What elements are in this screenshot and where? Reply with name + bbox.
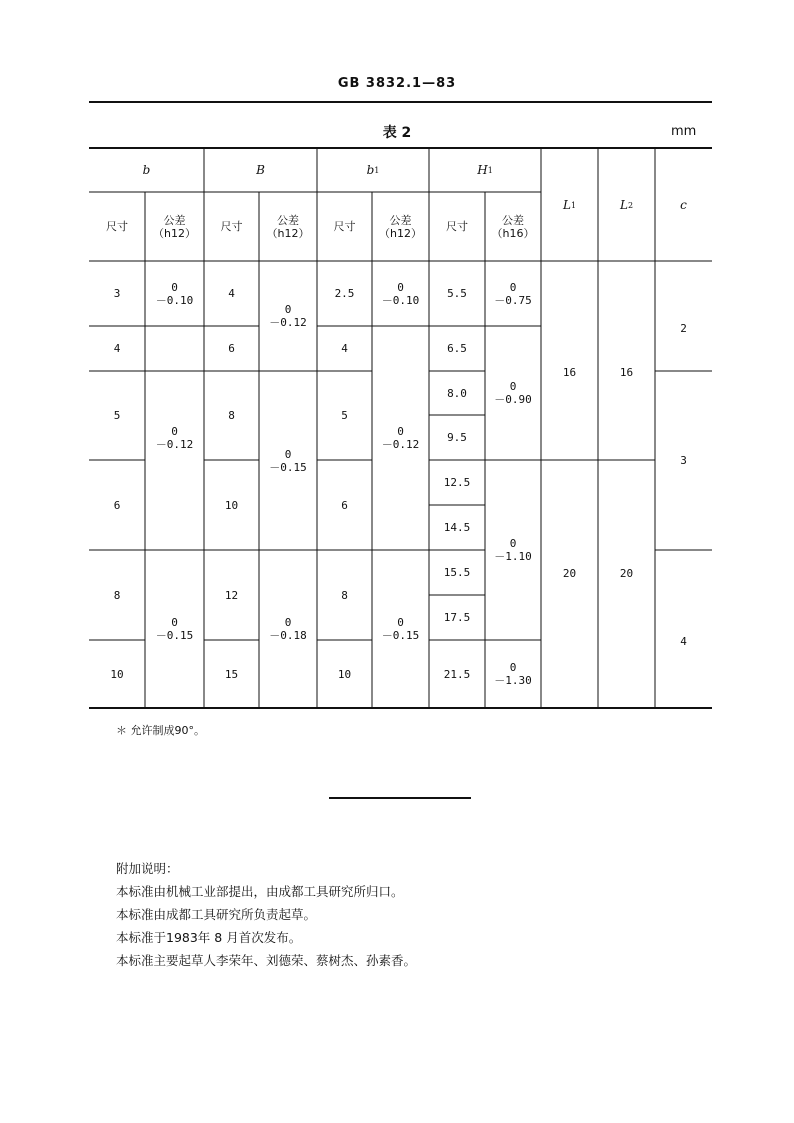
H1-size-cell: 17.5 — [443, 611, 471, 624]
H1-size-cell: 6.5 — [447, 342, 467, 355]
table-footnote: ＊ 允许制成90°。 — [116, 724, 205, 737]
header-c: c — [680, 197, 687, 212]
b-tol-cell: 0 －0.12 — [155, 425, 194, 451]
b1-tol-cell: 0 －0.12 — [381, 425, 420, 451]
header-B: B — [256, 163, 265, 177]
subheader-H1-tol: 公差 （h16） — [491, 213, 535, 240]
H1-size-cell: 5.5 — [447, 287, 467, 300]
H1-tol-cell: 0 －1.30 — [494, 661, 532, 687]
b1-tol-cell: 0 －0.10 — [381, 280, 420, 307]
L2-value-cell: 20 — [619, 566, 634, 580]
note-line: 本标准主要起草人李荣年、刘德荣、蔡树杰、孙素香。 — [116, 953, 417, 968]
B-tol-cell: 0 －0.12 — [269, 303, 307, 329]
note-line: 本标准由成都工具研究所负责起草。 — [116, 907, 317, 922]
table-unit: mm — [671, 124, 697, 139]
L1-value-cell: 16 — [562, 365, 577, 379]
subheader-b1-size: 尺寸 — [333, 220, 356, 233]
H1-size-cell: 14.5 — [443, 521, 471, 534]
B-tol-cell: 0 －0.18 — [269, 616, 307, 642]
H1-size-cell: 15.5 — [443, 566, 471, 579]
H1-tol-cell: 0 －0.90 — [494, 380, 532, 406]
b-size-cell: 8 — [113, 588, 121, 602]
subheader-H1-size: 尺寸 — [446, 220, 468, 233]
B-size-cell: 4 — [228, 287, 235, 300]
b-size-cell: 3 — [113, 287, 121, 300]
header-b1: b 1 — [366, 163, 380, 177]
H1-size-cell: 12.5 — [443, 476, 471, 489]
end-rule — [329, 797, 471, 799]
B-size-cell: 8 — [228, 409, 235, 422]
c-value-cell: 3 — [680, 454, 687, 467]
b-size-cell: 4 — [113, 342, 121, 355]
standard-number: GB 3832.1—83 — [337, 76, 457, 91]
b1-size-cell: 8 — [341, 588, 348, 602]
notes-heading: 附加说明： — [116, 861, 179, 876]
header-L1: L 1 — [562, 197, 577, 212]
additional-notes — [116, 857, 416, 972]
subheader-b-tol: 公差 （h12） — [153, 213, 196, 240]
H1-tol-cell: 0 －1.10 — [494, 537, 532, 563]
b1-size-cell: 6 — [341, 498, 348, 512]
B-size-cell: 15 — [224, 667, 239, 681]
B-tol-cell: 0 －0.15 — [269, 447, 307, 474]
note-line: 本标准由机械工业部提出，由成都工具研究所归口。 — [116, 884, 404, 899]
table-title: 表 2 — [382, 125, 412, 141]
b1-size-cell: 10 — [337, 667, 352, 681]
header-b: b — [142, 163, 151, 177]
subheader-B-tol: 公差 （h12） — [266, 213, 310, 240]
B-size-cell: 12 — [224, 588, 239, 602]
subheader-B-size: 尺寸 — [220, 220, 243, 233]
subheader-b-size: 尺寸 — [106, 220, 128, 233]
b1-size-cell: 2.5 — [334, 287, 355, 300]
L1-value-cell: 20 — [562, 566, 577, 580]
b-size-cell: 5 — [113, 409, 121, 422]
b-tol-cell: 0 －0.10 — [155, 280, 194, 307]
header-H1: H 1 — [477, 163, 493, 177]
H1-size-cell: 21.5 — [443, 667, 471, 681]
subheader-b1-tol: 公差 （h12） — [379, 213, 422, 240]
c-value-cell: 4 — [680, 634, 687, 648]
note-line: 本标准于1983年 8 月首次发布。 — [116, 930, 302, 945]
b1-tol-cell: 0 －0.15 — [381, 616, 420, 642]
H1-size-cell: 9.5 — [447, 431, 467, 444]
L2-value-cell: 16 — [619, 365, 634, 379]
b-size-cell: 6 — [113, 498, 121, 512]
b1-size-cell: 4 — [341, 342, 348, 355]
b1-size-cell: 5 — [341, 409, 348, 422]
b-tol-cell: 0 －0.15 — [155, 616, 194, 642]
H1-size-cell: 8.0 — [447, 386, 467, 400]
header-L2: L 2 — [619, 197, 634, 212]
b-size-cell: 10 — [110, 667, 124, 681]
c-value-cell: 2 — [680, 321, 687, 335]
H1-tol-cell: 0 －0.75 — [494, 280, 532, 307]
B-size-cell: 10 — [224, 498, 239, 512]
B-size-cell: 6 — [228, 342, 235, 355]
